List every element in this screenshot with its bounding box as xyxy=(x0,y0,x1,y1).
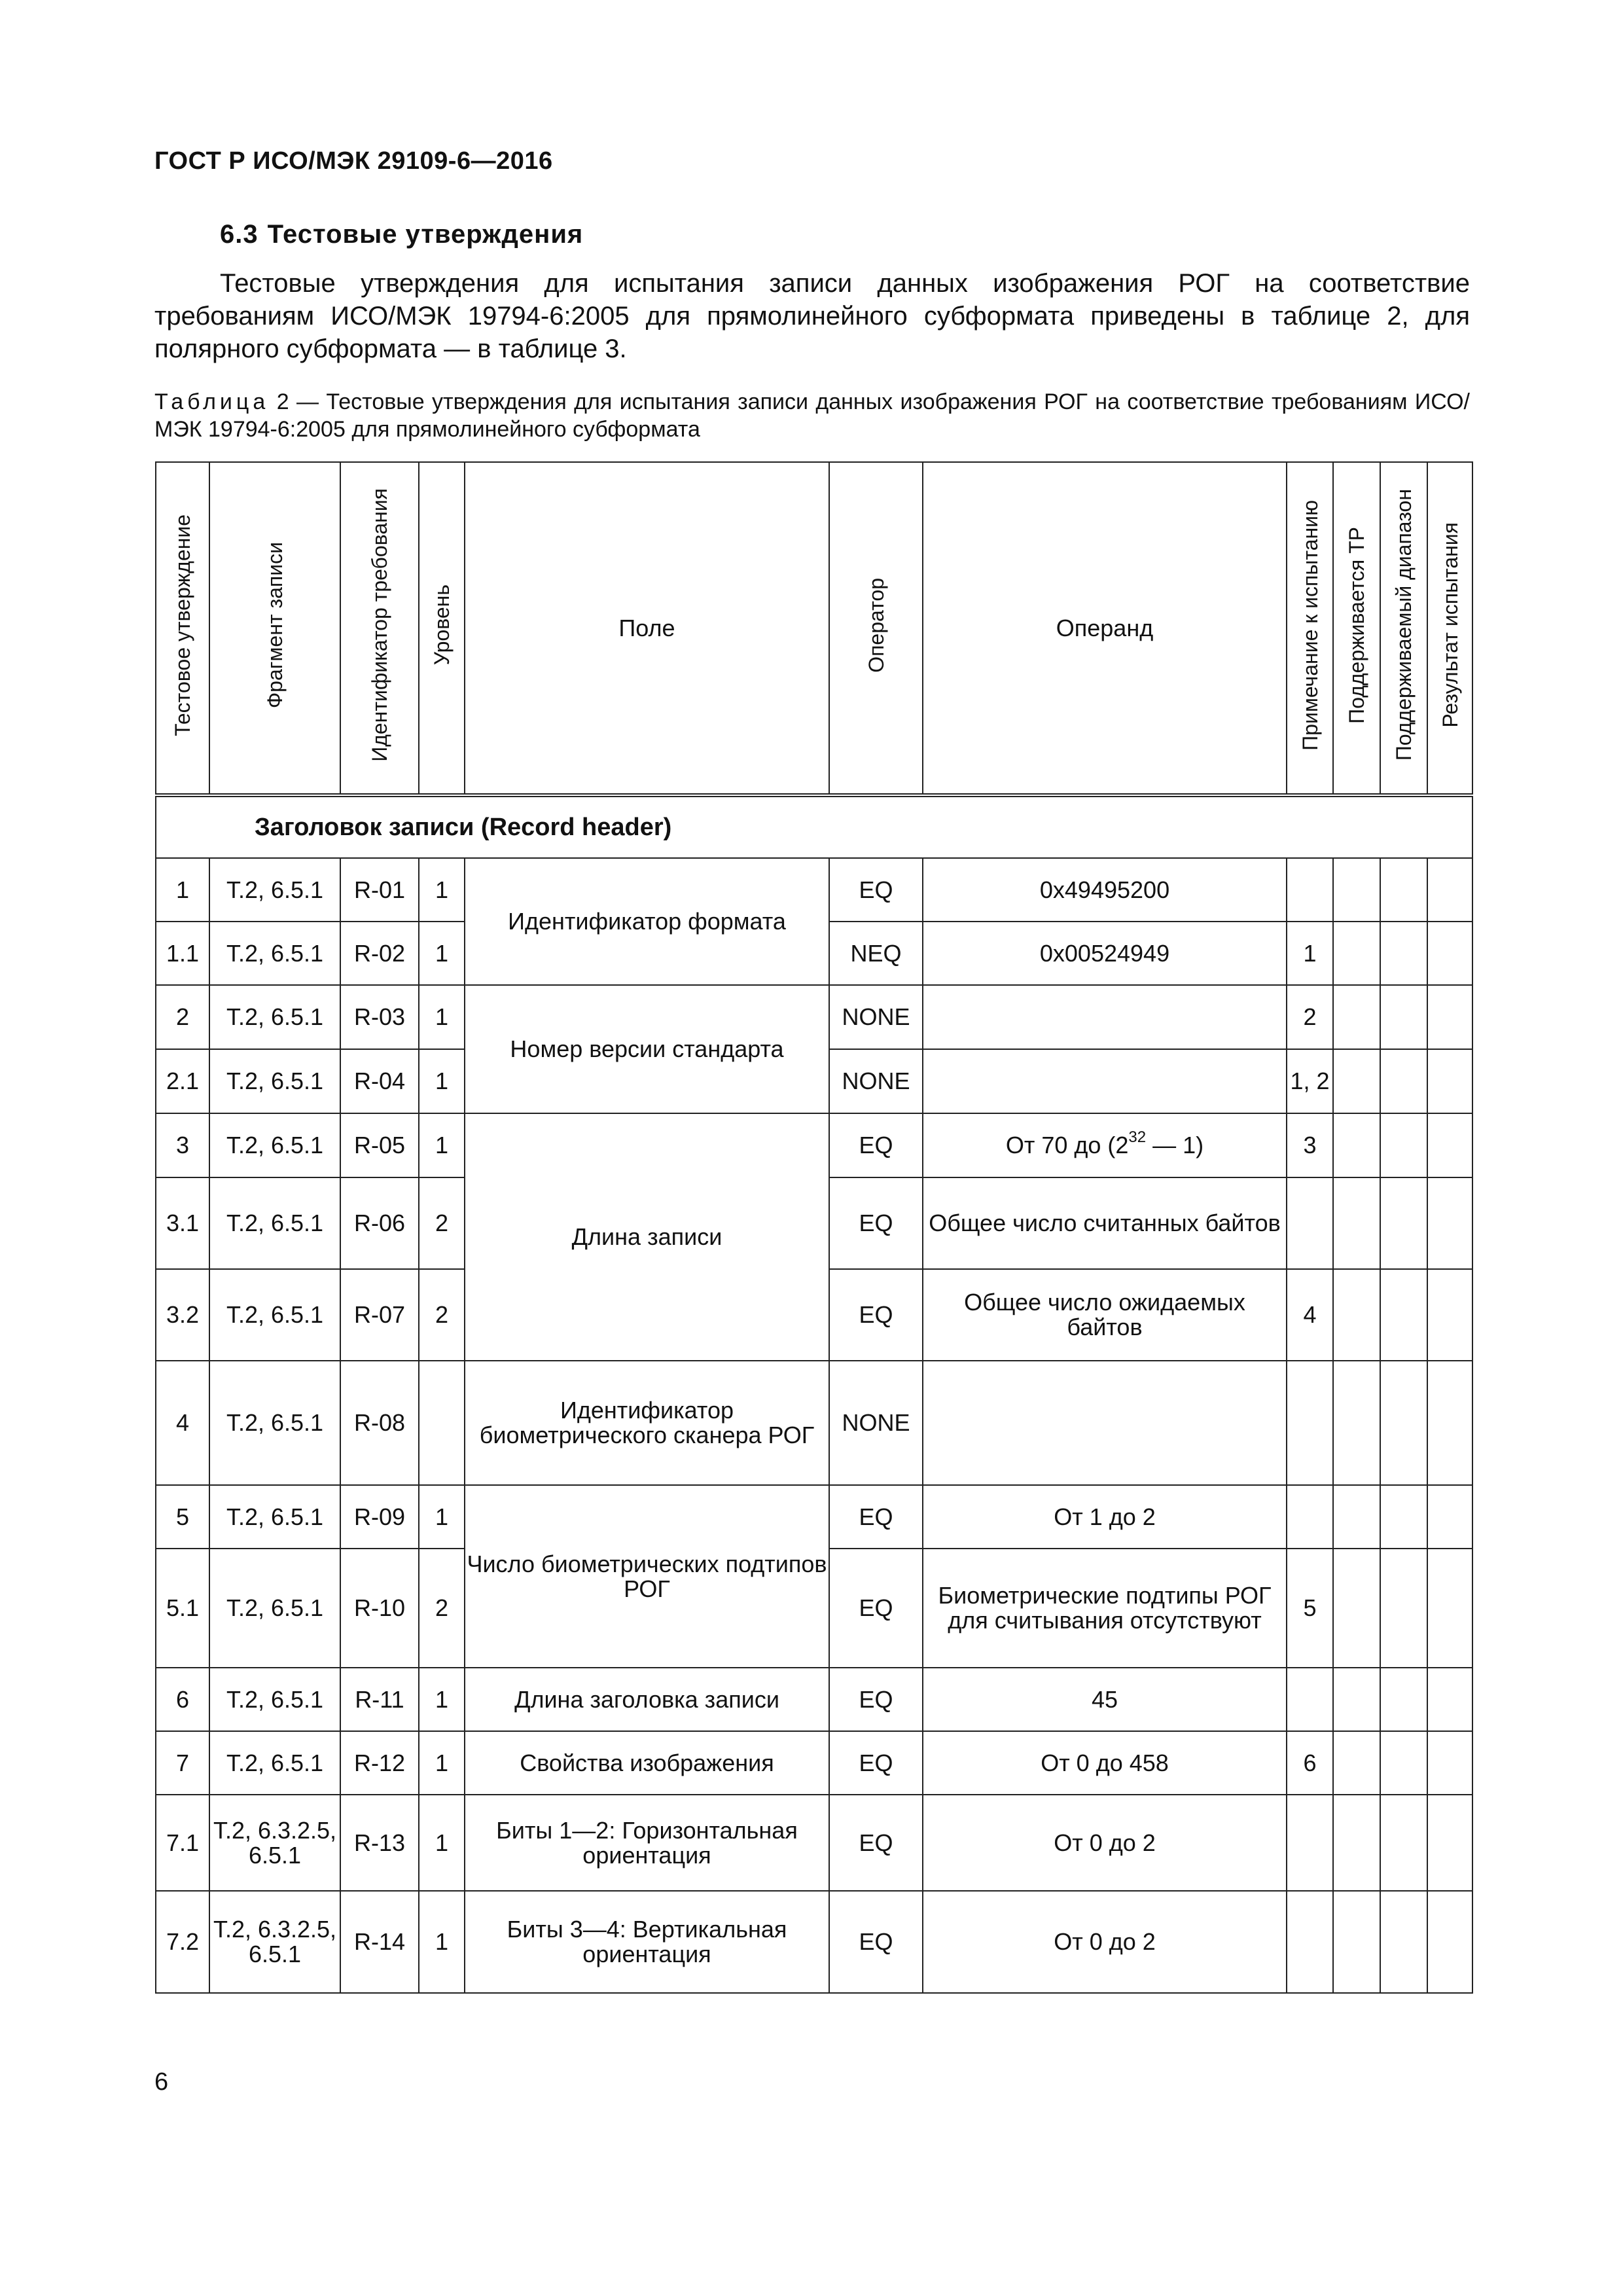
cell-fragment: Т.2, 6.5.1 xyxy=(209,1668,340,1731)
cell-operator: NONE xyxy=(829,985,923,1049)
column-header: Примечание к испытанию xyxy=(1287,462,1333,795)
column-header: Оператор xyxy=(829,462,923,795)
cell-range xyxy=(1380,1891,1427,1993)
column-header: Идентификатор требования xyxy=(340,462,419,795)
cell-operand: От 0 до 2 xyxy=(923,1891,1287,1993)
cell-result xyxy=(1427,1113,1472,1177)
cell-result xyxy=(1427,985,1472,1049)
cell-id: 3.1 xyxy=(156,1177,209,1269)
cell-range xyxy=(1380,1485,1427,1549)
cell-operator: EQ xyxy=(829,858,923,922)
cell-note xyxy=(1287,1485,1333,1549)
cell-level: 1 xyxy=(419,858,465,922)
cell-result xyxy=(1427,1177,1472,1269)
cell-operand: 45 xyxy=(923,1668,1287,1731)
cell-level: 1 xyxy=(419,1668,465,1731)
cell-id: 3 xyxy=(156,1113,209,1177)
cell-fragment: Т.2, 6.3.2.5, 6.5.1 xyxy=(209,1795,340,1891)
cell-field: Идентификатор биометрического сканера РОГ xyxy=(465,1361,829,1485)
section-title: Тестовые утверждения xyxy=(267,220,584,249)
cell-operator: EQ xyxy=(829,1485,923,1549)
column-header: Уровень xyxy=(419,462,465,795)
cell-operand xyxy=(923,1049,1287,1113)
cell-range xyxy=(1380,985,1427,1049)
document-header: ГОСТ Р ИСО/МЭК 29109-6—2016 xyxy=(154,147,553,175)
cell-result xyxy=(1427,1485,1472,1549)
cell-requirement: R-04 xyxy=(340,1049,419,1113)
cell-operand: От 70 до ($2^{32}$ — 1) xyxy=(923,1113,1287,1177)
cell-operand: Общее число считанных байтов xyxy=(923,1177,1287,1269)
table-caption xyxy=(154,388,1470,443)
cell-operator: EQ xyxy=(829,1269,923,1361)
cell-operator: NEQ xyxy=(829,922,923,985)
cell-level: 1 xyxy=(419,1891,465,1993)
cell-supported xyxy=(1333,1668,1380,1731)
cell-level: 1 xyxy=(419,1795,465,1891)
cell-result xyxy=(1427,1668,1472,1731)
cell-supported xyxy=(1333,922,1380,985)
cell-operand: От 0 до 2 xyxy=(923,1795,1287,1891)
cell-supported xyxy=(1333,985,1380,1049)
cell-level xyxy=(419,1361,465,1485)
cell-range xyxy=(1380,1731,1427,1795)
cell-operator: EQ xyxy=(829,1668,923,1731)
cell-range xyxy=(1380,922,1427,985)
cell-note xyxy=(1287,858,1333,922)
cell-id: 3.2 xyxy=(156,1269,209,1361)
cell-fragment: Т.2, 6.5.1 xyxy=(209,1361,340,1485)
column-header: Тестовое утверждение xyxy=(156,462,209,795)
cell-operator: NONE xyxy=(829,1049,923,1113)
column-header: Поддерживается ТР xyxy=(1333,462,1380,795)
table-row xyxy=(156,858,1472,922)
cell-supported xyxy=(1333,1177,1380,1269)
cell-note xyxy=(1287,1668,1333,1731)
cell-note: 5 xyxy=(1287,1549,1333,1668)
cell-operand xyxy=(923,1361,1287,1485)
cell-note xyxy=(1287,1795,1333,1891)
cell-operator: EQ xyxy=(829,1177,923,1269)
cell-result xyxy=(1427,922,1472,985)
table-row xyxy=(156,1795,1472,1891)
cell-operator: EQ xyxy=(829,1891,923,1993)
cell-result xyxy=(1427,1269,1472,1361)
column-header: Результат испытания xyxy=(1427,462,1472,795)
cell-requirement: R-07 xyxy=(340,1269,419,1361)
cell-level: 2 xyxy=(419,1269,465,1361)
cell-requirement: R-03 xyxy=(340,985,419,1049)
cell-note xyxy=(1287,1177,1333,1269)
cell-requirement: R-10 xyxy=(340,1549,419,1668)
test-assertions-table xyxy=(155,461,1473,1994)
cell-result xyxy=(1427,858,1472,922)
cell-requirement: R-05 xyxy=(340,1113,419,1177)
cell-operand: От 0 до 458 xyxy=(923,1731,1287,1795)
cell-field: Идентификатор формата xyxy=(465,858,829,985)
cell-id: 2.1 xyxy=(156,1049,209,1113)
cell-range xyxy=(1380,1668,1427,1731)
group-row xyxy=(156,795,1472,858)
cell-id: 7 xyxy=(156,1731,209,1795)
cell-requirement: R-12 xyxy=(340,1731,419,1795)
cell-requirement: R-01 xyxy=(340,858,419,922)
cell-result xyxy=(1427,1361,1472,1485)
cell-level: 1 xyxy=(419,1485,465,1549)
cell-id: 7.1 xyxy=(156,1795,209,1891)
cell-note xyxy=(1287,1891,1333,1993)
cell-supported xyxy=(1333,1269,1380,1361)
cell-level: 2 xyxy=(419,1177,465,1269)
cell-level: 1 xyxy=(419,1113,465,1177)
cell-range xyxy=(1380,1049,1427,1113)
column-header: Поддерживаемый диапазон xyxy=(1380,462,1427,795)
cell-operator: EQ xyxy=(829,1731,923,1795)
cell-id: 5.1 xyxy=(156,1549,209,1668)
cell-result xyxy=(1427,1549,1472,1668)
cell-note: 4 xyxy=(1287,1269,1333,1361)
cell-range xyxy=(1380,1361,1427,1485)
cell-field: Свойства изображения xyxy=(465,1731,829,1795)
cell-requirement: R-06 xyxy=(340,1177,419,1269)
cell-field: Длина заголовка записи xyxy=(465,1668,829,1731)
cell-supported xyxy=(1333,1113,1380,1177)
cell-range xyxy=(1380,1795,1427,1891)
section-heading xyxy=(220,220,583,249)
cell-field: Биты 3—4: Вертикальная ориентация xyxy=(465,1891,829,1993)
group-title: Заголовок записи (Record header) xyxy=(156,795,1472,858)
cell-range xyxy=(1380,1113,1427,1177)
cell-note xyxy=(1287,1361,1333,1485)
cell-result xyxy=(1427,1891,1472,1993)
cell-range xyxy=(1380,1269,1427,1361)
cell-note: 6 xyxy=(1287,1731,1333,1795)
section-number: 6.3 xyxy=(220,220,259,249)
cell-fragment: Т.2, 6.3.2.5, 6.5.1 xyxy=(209,1891,340,1993)
cell-supported xyxy=(1333,1891,1380,1993)
table-row xyxy=(156,1668,1472,1731)
cell-fragment: Т.2, 6.5.1 xyxy=(209,1549,340,1668)
cell-supported xyxy=(1333,1795,1380,1891)
cell-requirement: R-08 xyxy=(340,1361,419,1485)
cell-fragment: Т.2, 6.5.1 xyxy=(209,1177,340,1269)
cell-supported xyxy=(1333,1361,1380,1485)
table-row xyxy=(156,1731,1472,1795)
cell-id: 7.2 xyxy=(156,1891,209,1993)
cell-requirement: R-02 xyxy=(340,922,419,985)
cell-operand: 0x00524949 xyxy=(923,922,1287,985)
cell-level: 1 xyxy=(419,1731,465,1795)
cell-requirement: R-09 xyxy=(340,1485,419,1549)
cell-fragment: Т.2, 6.5.1 xyxy=(209,1731,340,1795)
cell-supported xyxy=(1333,1549,1380,1668)
cell-requirement: R-14 xyxy=(340,1891,419,1993)
cell-operator: EQ xyxy=(829,1549,923,1668)
column-header: Операнд xyxy=(923,462,1287,795)
cell-operand: Общее число ожидаемых байтов xyxy=(923,1269,1287,1361)
cell-id: 5 xyxy=(156,1485,209,1549)
cell-id: 6 xyxy=(156,1668,209,1731)
cell-result xyxy=(1427,1049,1472,1113)
page-number: 6 xyxy=(154,2068,169,2096)
cell-fragment: Т.2, 6.5.1 xyxy=(209,922,340,985)
cell-level: 2 xyxy=(419,1549,465,1668)
table-header-row xyxy=(156,462,1472,795)
cell-operand: От 1 до 2 xyxy=(923,1485,1287,1549)
cell-operand: Биометрические подтипы РОГ для считывания отсутствуют xyxy=(923,1549,1287,1668)
cell-id: 2 xyxy=(156,985,209,1049)
cell-id: 4 xyxy=(156,1361,209,1485)
cell-level: 1 xyxy=(419,985,465,1049)
cell-field: Номер версии стандарта xyxy=(465,985,829,1113)
cell-range xyxy=(1380,1177,1427,1269)
cell-level: 1 xyxy=(419,922,465,985)
cell-fragment: Т.2, 6.5.1 xyxy=(209,1049,340,1113)
cell-supported xyxy=(1333,1049,1380,1113)
cell-supported xyxy=(1333,1485,1380,1549)
cell-field: Биты 1—2: Горизонтальная ориентация xyxy=(465,1795,829,1891)
cell-field: Число биометрических подтипов РОГ xyxy=(465,1485,829,1668)
cell-fragment: Т.2, 6.5.1 xyxy=(209,985,340,1049)
cell-operator: NONE xyxy=(829,1361,923,1485)
table-row xyxy=(156,1891,1472,1993)
table-row xyxy=(156,985,1472,1049)
cell-operand xyxy=(923,985,1287,1049)
cell-fragment: Т.2, 6.5.1 xyxy=(209,1269,340,1361)
cell-supported xyxy=(1333,1731,1380,1795)
cell-requirement: R-13 xyxy=(340,1795,419,1891)
table-row xyxy=(156,1113,1472,1177)
cell-supported xyxy=(1333,858,1380,922)
cell-range xyxy=(1380,858,1427,922)
cell-fragment: Т.2, 6.5.1 xyxy=(209,858,340,922)
table-row xyxy=(156,1485,1472,1549)
cell-note: 1 xyxy=(1287,922,1333,985)
cell-requirement: R-11 xyxy=(340,1668,419,1731)
cell-operand: 0x49495200 xyxy=(923,858,1287,922)
cell-note: 1, 2 xyxy=(1287,1049,1333,1113)
table-row xyxy=(156,1361,1472,1485)
table-caption-text: 2 — Тестовые утверждения для испытания записи данных изображения РОГ на соответствие требованиям ИСО/МЭК 19794-6:2005 для прямолинейного субформата xyxy=(154,389,1470,442)
cell-field: Длина записи xyxy=(465,1113,829,1361)
cell-level: 1 xyxy=(419,1049,465,1113)
cell-result xyxy=(1427,1731,1472,1795)
cell-note: 3 xyxy=(1287,1113,1333,1177)
cell-range xyxy=(1380,1549,1427,1668)
cell-id: 1.1 xyxy=(156,922,209,985)
cell-operator: EQ xyxy=(829,1795,923,1891)
cell-fragment: Т.2, 6.5.1 xyxy=(209,1485,340,1549)
table-caption-label: Таблица xyxy=(154,389,270,414)
cell-operator: EQ xyxy=(829,1113,923,1177)
column-header: Фрагмент записи xyxy=(209,462,340,795)
intro-paragraph: Тестовые утверждения для испытания записи данных изображения РОГ на соответствие требованиям ИСО/МЭК 19794-6:2005 для прямолинейного субформата приведены в таблице 2, для полярного субформата — в таблице 3. xyxy=(154,269,1470,363)
cell-id: 1 xyxy=(156,858,209,922)
cell-result xyxy=(1427,1795,1472,1891)
column-header: Поле xyxy=(465,462,829,795)
cell-fragment: Т.2, 6.5.1 xyxy=(209,1113,340,1177)
cell-note: 2 xyxy=(1287,985,1333,1049)
